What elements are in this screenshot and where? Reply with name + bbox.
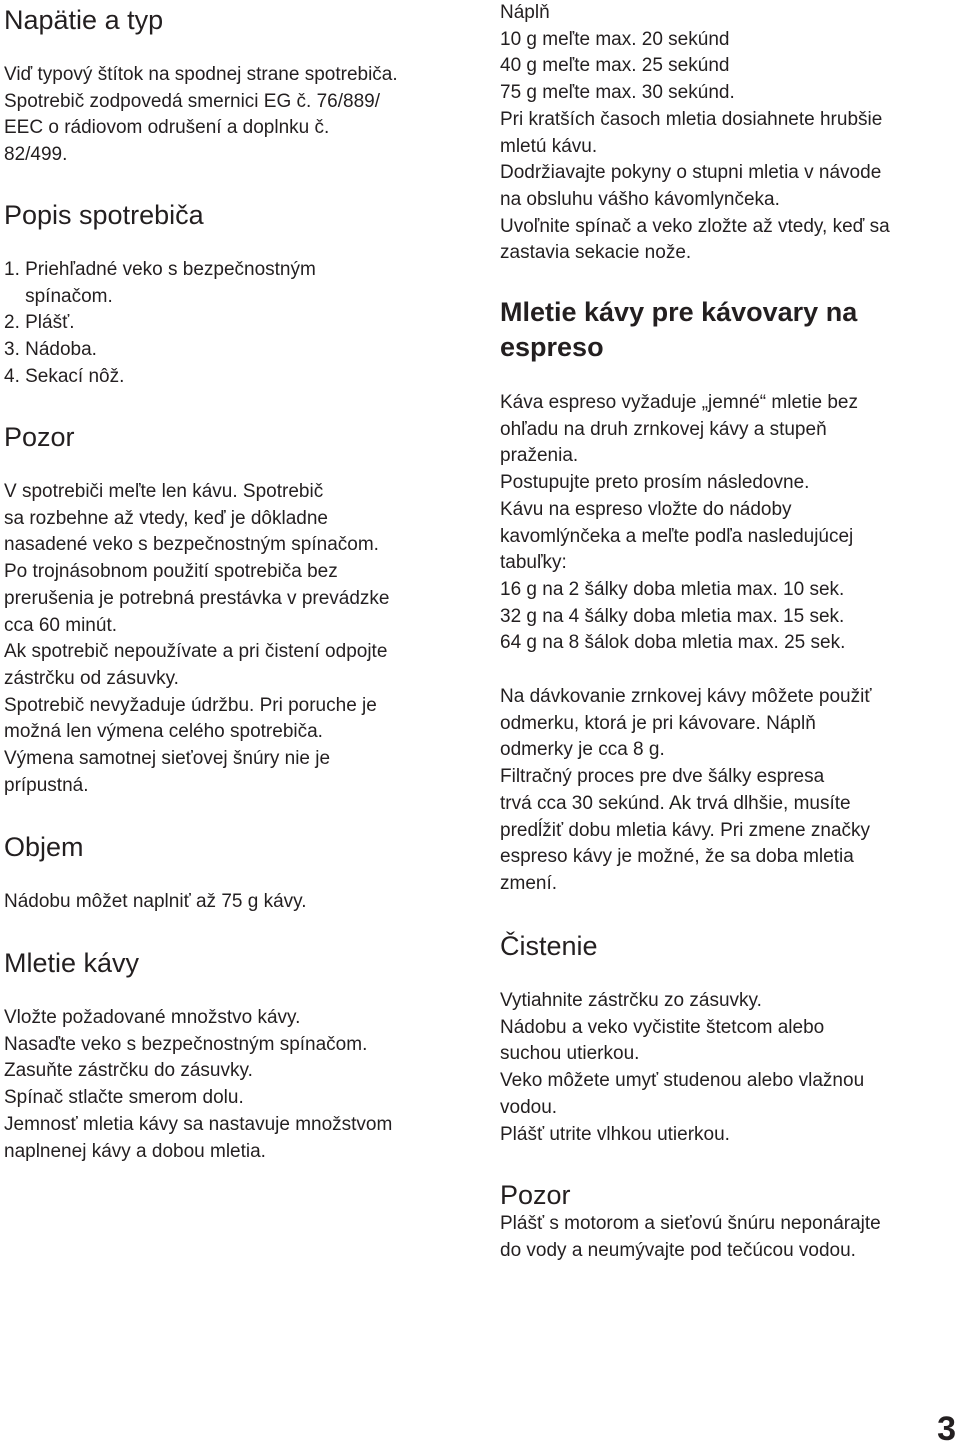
- text-line: Spotrebič zodpovedá smernici EG č. 76/889/: [4, 90, 380, 112]
- text-line: suchou utierkou.: [500, 1043, 640, 1065]
- text-line: Výmena samotnej sieťovej šnúry nie je: [4, 748, 331, 770]
- text-line: Náplň: [500, 2, 550, 23]
- text-line: Postupujte preto prosím následovne.: [500, 472, 810, 494]
- text-line: možná len výmena celého spotrebiča.: [4, 721, 323, 743]
- text-line: Zasuňte zástrčku do zásuvky.: [4, 1060, 253, 1082]
- text-line: predĺžiť dobu mletia kávy. Pri zmene značky: [500, 819, 871, 841]
- text-line: odmerky je cca 8 g.: [500, 739, 665, 761]
- text-line: odmerku, ktorá je pri kávovare. Náplň: [500, 712, 816, 734]
- cistenie-text: [500, 988, 864, 1148]
- text-line: V spotrebiči meľte len kávu. Spotrebič: [4, 481, 324, 502]
- text-line: 3. Nádoba.: [4, 339, 97, 361]
- text-line: sa rozbehne až vtedy, keď je dôkladne: [4, 507, 328, 529]
- text-line: 40 g meľte max. 25 sekúnd: [500, 55, 730, 77]
- text-line: nasadené veko s bezpečnostným spínačom.: [4, 534, 379, 556]
- text-line: zástrčku od zásuvky.: [4, 667, 179, 689]
- heading-pozor-2: Pozor: [500, 1180, 571, 1210]
- text-line: do vody a neumývajte pod tečúcou vodou.: [500, 1239, 856, 1261]
- heading-espreso: [500, 295, 857, 365]
- heading-cistenie: Čistenie: [500, 931, 598, 961]
- text-line: espreso kávy je možné, že sa doba mletia: [500, 846, 854, 868]
- heading-mletie: Mletie kávy: [4, 948, 140, 978]
- text-line: Vytiahnite zástrčku zo zásuvky.: [500, 990, 762, 1011]
- text-line: Spotrebič nevyžaduje údržbu. Pri poruche je: [4, 694, 377, 716]
- text-line: prípustná.: [4, 774, 89, 796]
- napatie-text: [4, 62, 398, 169]
- text-line: Vložte požadované množstvo kávy.: [4, 1007, 301, 1028]
- text-line: Nasaďte veko s bezpečnostným spínačom.: [4, 1033, 368, 1055]
- text-line: 10 g meľte max. 20 sekúnd: [500, 28, 730, 50]
- popis-list: [4, 257, 316, 391]
- text-line: zastavia sekacie nože.: [500, 242, 692, 264]
- text-line: Mletie kávy pre kávovary na: [500, 297, 858, 327]
- text-line: Dodržiavajte pokyny o stupni mletia v návode: [500, 162, 882, 184]
- text-line: ohľadu na druh zrnkovej kávy a stupeň: [500, 418, 827, 440]
- objem-text: [4, 889, 307, 916]
- text-line: Plášť s motorom a sieťovú šnúru neponárajte: [500, 1213, 881, 1234]
- text-line: Uvoľnite spínač a veko zložte až vtedy, keď sa: [500, 215, 890, 237]
- text-line: Spínač stlačte smerom dolu.: [4, 1087, 244, 1109]
- text-line: Kávu na espreso vložte do nádoby: [500, 498, 792, 520]
- text-line: 16 g na 2 šálky doba mletia max. 10 sek.: [500, 578, 845, 600]
- text-line: mletú kávu.: [500, 135, 598, 157]
- text-line: praženia.: [500, 445, 579, 467]
- text-line: Viď typový štítok na spodnej strane spotrebiča.: [4, 64, 398, 85]
- text-line: Filtračný proces pre dve šálky espresa: [500, 766, 825, 788]
- text-line: espreso: [500, 332, 604, 362]
- text-line: 1. Priehľadné veko s bezpečnostným: [4, 259, 316, 280]
- text-line: na obsluhu vášho kávomlynčeka.: [500, 188, 780, 210]
- text-line: 64 g na 8 šálok doba mletia max. 25 sek.: [500, 632, 846, 654]
- heading-objem: Objem: [4, 832, 84, 862]
- text-line: cca 60 minút.: [4, 614, 117, 636]
- text-line: Plášť utrite vlhkou utierkou.: [500, 1123, 730, 1145]
- pozor-2-text: [500, 1211, 881, 1264]
- heading-pozor: Pozor: [4, 422, 75, 452]
- text-line: EEC o rádiovom odrušení a doplnku č.: [4, 117, 330, 139]
- text-line: Káva espreso vyžaduje „jemné“ mletie bez: [500, 392, 859, 413]
- text-line: 75 g meľte max. 30 sekúnd.: [500, 82, 735, 104]
- text-line: naplnenej kávy a dobou mletia.: [4, 1140, 266, 1162]
- text-line: spínačom.: [4, 285, 113, 307]
- text-line: prerušenia je potrebná prestávka v prevádzke: [4, 587, 390, 609]
- text-line: Nádobu môžet naplniť až 75 g kávy.: [4, 891, 307, 912]
- espreso-text: [500, 390, 858, 657]
- text-line: Po trojnásobnom použití spotrebiča bez: [4, 561, 338, 583]
- davkovanie-text: [500, 684, 871, 898]
- text-line: kavomlýnčeka a meľte podľa nasledujúcej: [500, 525, 854, 547]
- page-number: 3: [937, 1410, 956, 1448]
- text-line: vodou.: [500, 1096, 558, 1118]
- text-line: 4. Sekací nôž.: [4, 365, 125, 387]
- text-line: tabuľky:: [500, 552, 567, 574]
- text-line: 32 g na 4 šálky doba mletia max. 15 sek.: [500, 605, 845, 627]
- text-line: Na dávkovanie zrnkovej kávy môžete použiť: [500, 686, 872, 707]
- pozor-text: [4, 479, 390, 799]
- text-line: trvá cca 30 sekúnd. Ak trvá dlhšie, musíte: [500, 792, 851, 814]
- text-line: Jemnosť mletia kávy sa nastavuje množstvom: [4, 1113, 393, 1135]
- text-line: Veko môžete umyť studenou alebo vlažnou: [500, 1070, 865, 1092]
- text-line: 82/499.: [4, 144, 68, 166]
- heading-popis: Popis spotrebiča: [4, 200, 204, 230]
- text-line: Nádobu a veko vyčistite štetcom alebo: [500, 1016, 825, 1038]
- text-line: Pri kratších časoch mletia dosiahnete hrubšie: [500, 108, 883, 130]
- heading-napatie: Napätie a typ: [4, 5, 164, 35]
- text-line: Ak spotrebič nepoužívate a pri čistení odpojte: [4, 641, 388, 663]
- mletie-text: [4, 1005, 392, 1165]
- napln-text: [500, 0, 890, 267]
- text-line: zmení.: [500, 872, 558, 894]
- text-line: 2. Plášť.: [4, 312, 75, 334]
